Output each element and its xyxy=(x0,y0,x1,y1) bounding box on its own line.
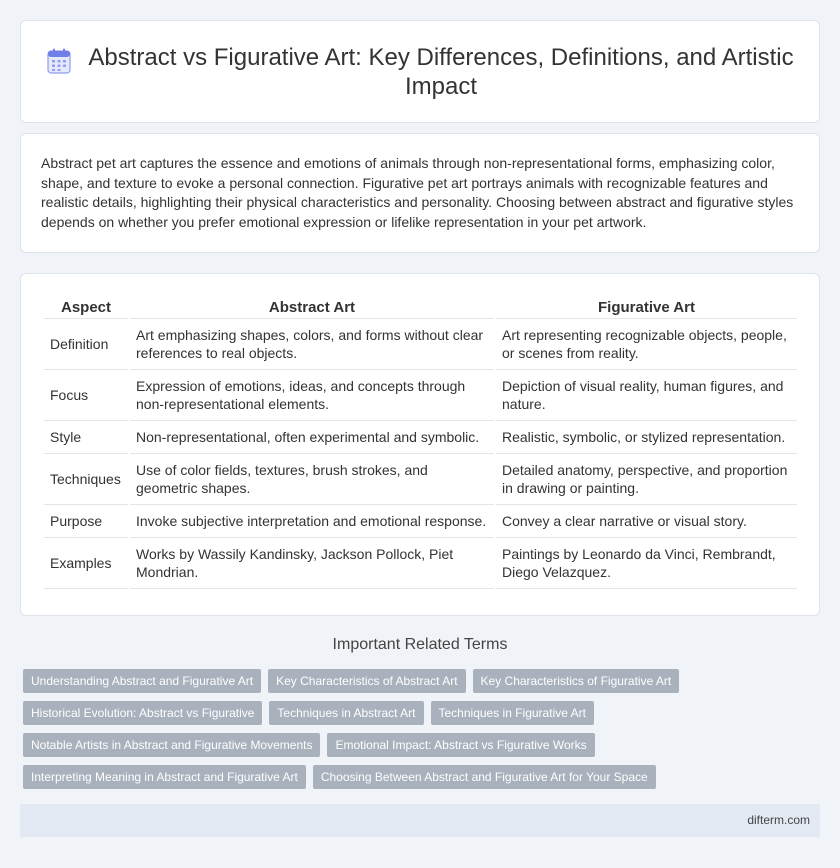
table-row xyxy=(44,454,797,505)
row-figurative: Convey a clear narrative or visual story. xyxy=(496,505,797,538)
row-aspect: Examples xyxy=(44,538,128,589)
page-title: Abstract vs Figurative Art: Key Differences, Definitions, and Artistic Impact xyxy=(88,44,794,100)
comparison-table xyxy=(42,294,799,589)
comparison-card xyxy=(20,273,820,616)
table-row xyxy=(44,538,797,589)
row-figurative: Depiction of visual reality, human figures, and nature. xyxy=(496,370,797,421)
row-abstract: Expression of emotions, ideas, and concepts through non-representational elements. xyxy=(130,370,494,421)
table-row xyxy=(44,505,797,538)
related-term-link[interactable]: Notable Artists in Abstract and Figurative Movements xyxy=(23,733,320,757)
related-term-link[interactable]: Key Characteristics of Abstract Art xyxy=(268,669,465,693)
header-aspect: Aspect xyxy=(44,294,128,319)
related-term-link[interactable]: Emotional Impact: Abstract vs Figurative Works xyxy=(327,733,594,757)
row-aspect: Focus xyxy=(44,370,128,421)
footer-site-name: difterm.com xyxy=(747,813,810,827)
row-abstract: Invoke subjective interpretation and emotional response. xyxy=(130,505,494,538)
table-row xyxy=(44,319,797,370)
header-abstract-art: Abstract Art xyxy=(130,294,494,319)
intro-paragraph: Abstract pet art captures the essence and emotions of animals through non-representational forms, emphasizing color, shape, and texture to evoke a personal connection. Figurative pet art portrays animals with recognizable features and realistic details, highlighting their physical characteristics and personality. Choosing between abstract and figurative styles depends on whether you prefer emotional expression or lifelike representation in your pet artwork. xyxy=(41,155,794,230)
calendar-icon xyxy=(47,48,71,74)
row-figurative: Paintings by Leonardo da Vinci, Rembrandt, Diego Velazquez. xyxy=(496,538,797,589)
row-aspect: Purpose xyxy=(44,505,128,538)
related-term-link[interactable]: Historical Evolution: Abstract vs Figurative xyxy=(23,701,262,725)
row-abstract: Art emphasizing shapes, colors, and forms without clear references to real objects. xyxy=(130,319,494,370)
row-figurative: Art representing recognizable objects, people, or scenes from reality. xyxy=(496,319,797,370)
related-term-link[interactable]: Understanding Abstract and Figurative Art xyxy=(23,669,261,693)
row-abstract: Non-representational, often experimental and symbolic. xyxy=(130,421,494,454)
related-term-link[interactable]: Techniques in Abstract Art xyxy=(269,701,423,725)
title-card xyxy=(20,20,820,123)
row-aspect: Definition xyxy=(44,319,128,370)
table-header-row xyxy=(44,294,797,319)
row-aspect: Techniques xyxy=(44,454,128,505)
related-term-link[interactable]: Interpreting Meaning in Abstract and Figurative Art xyxy=(23,765,306,789)
table-row xyxy=(44,370,797,421)
row-figurative: Detailed anatomy, perspective, and proportion in drawing or painting. xyxy=(496,454,797,505)
related-terms-list xyxy=(23,669,813,789)
related-term-link[interactable]: Techniques in Figurative Art xyxy=(431,701,594,725)
intro-card xyxy=(20,133,820,253)
header-figurative-art: Figurative Art xyxy=(496,294,797,319)
related-terms-heading: Important Related Terms xyxy=(332,636,508,653)
table-row xyxy=(44,421,797,454)
related-term-link[interactable]: Choosing Between Abstract and Figurative Art for Your Space xyxy=(313,765,656,789)
row-figurative: Realistic, symbolic, or stylized representation. xyxy=(496,421,797,454)
footer xyxy=(20,804,820,837)
title-wrap xyxy=(47,43,805,101)
row-abstract: Use of color fields, textures, brush strokes, and geometric shapes. xyxy=(130,454,494,505)
row-aspect: Style xyxy=(44,421,128,454)
row-abstract: Works by Wassily Kandinsky, Jackson Pollock, Piet Mondrian. xyxy=(130,538,494,589)
related-term-link[interactable]: Key Characteristics of Figurative Art xyxy=(473,669,680,693)
